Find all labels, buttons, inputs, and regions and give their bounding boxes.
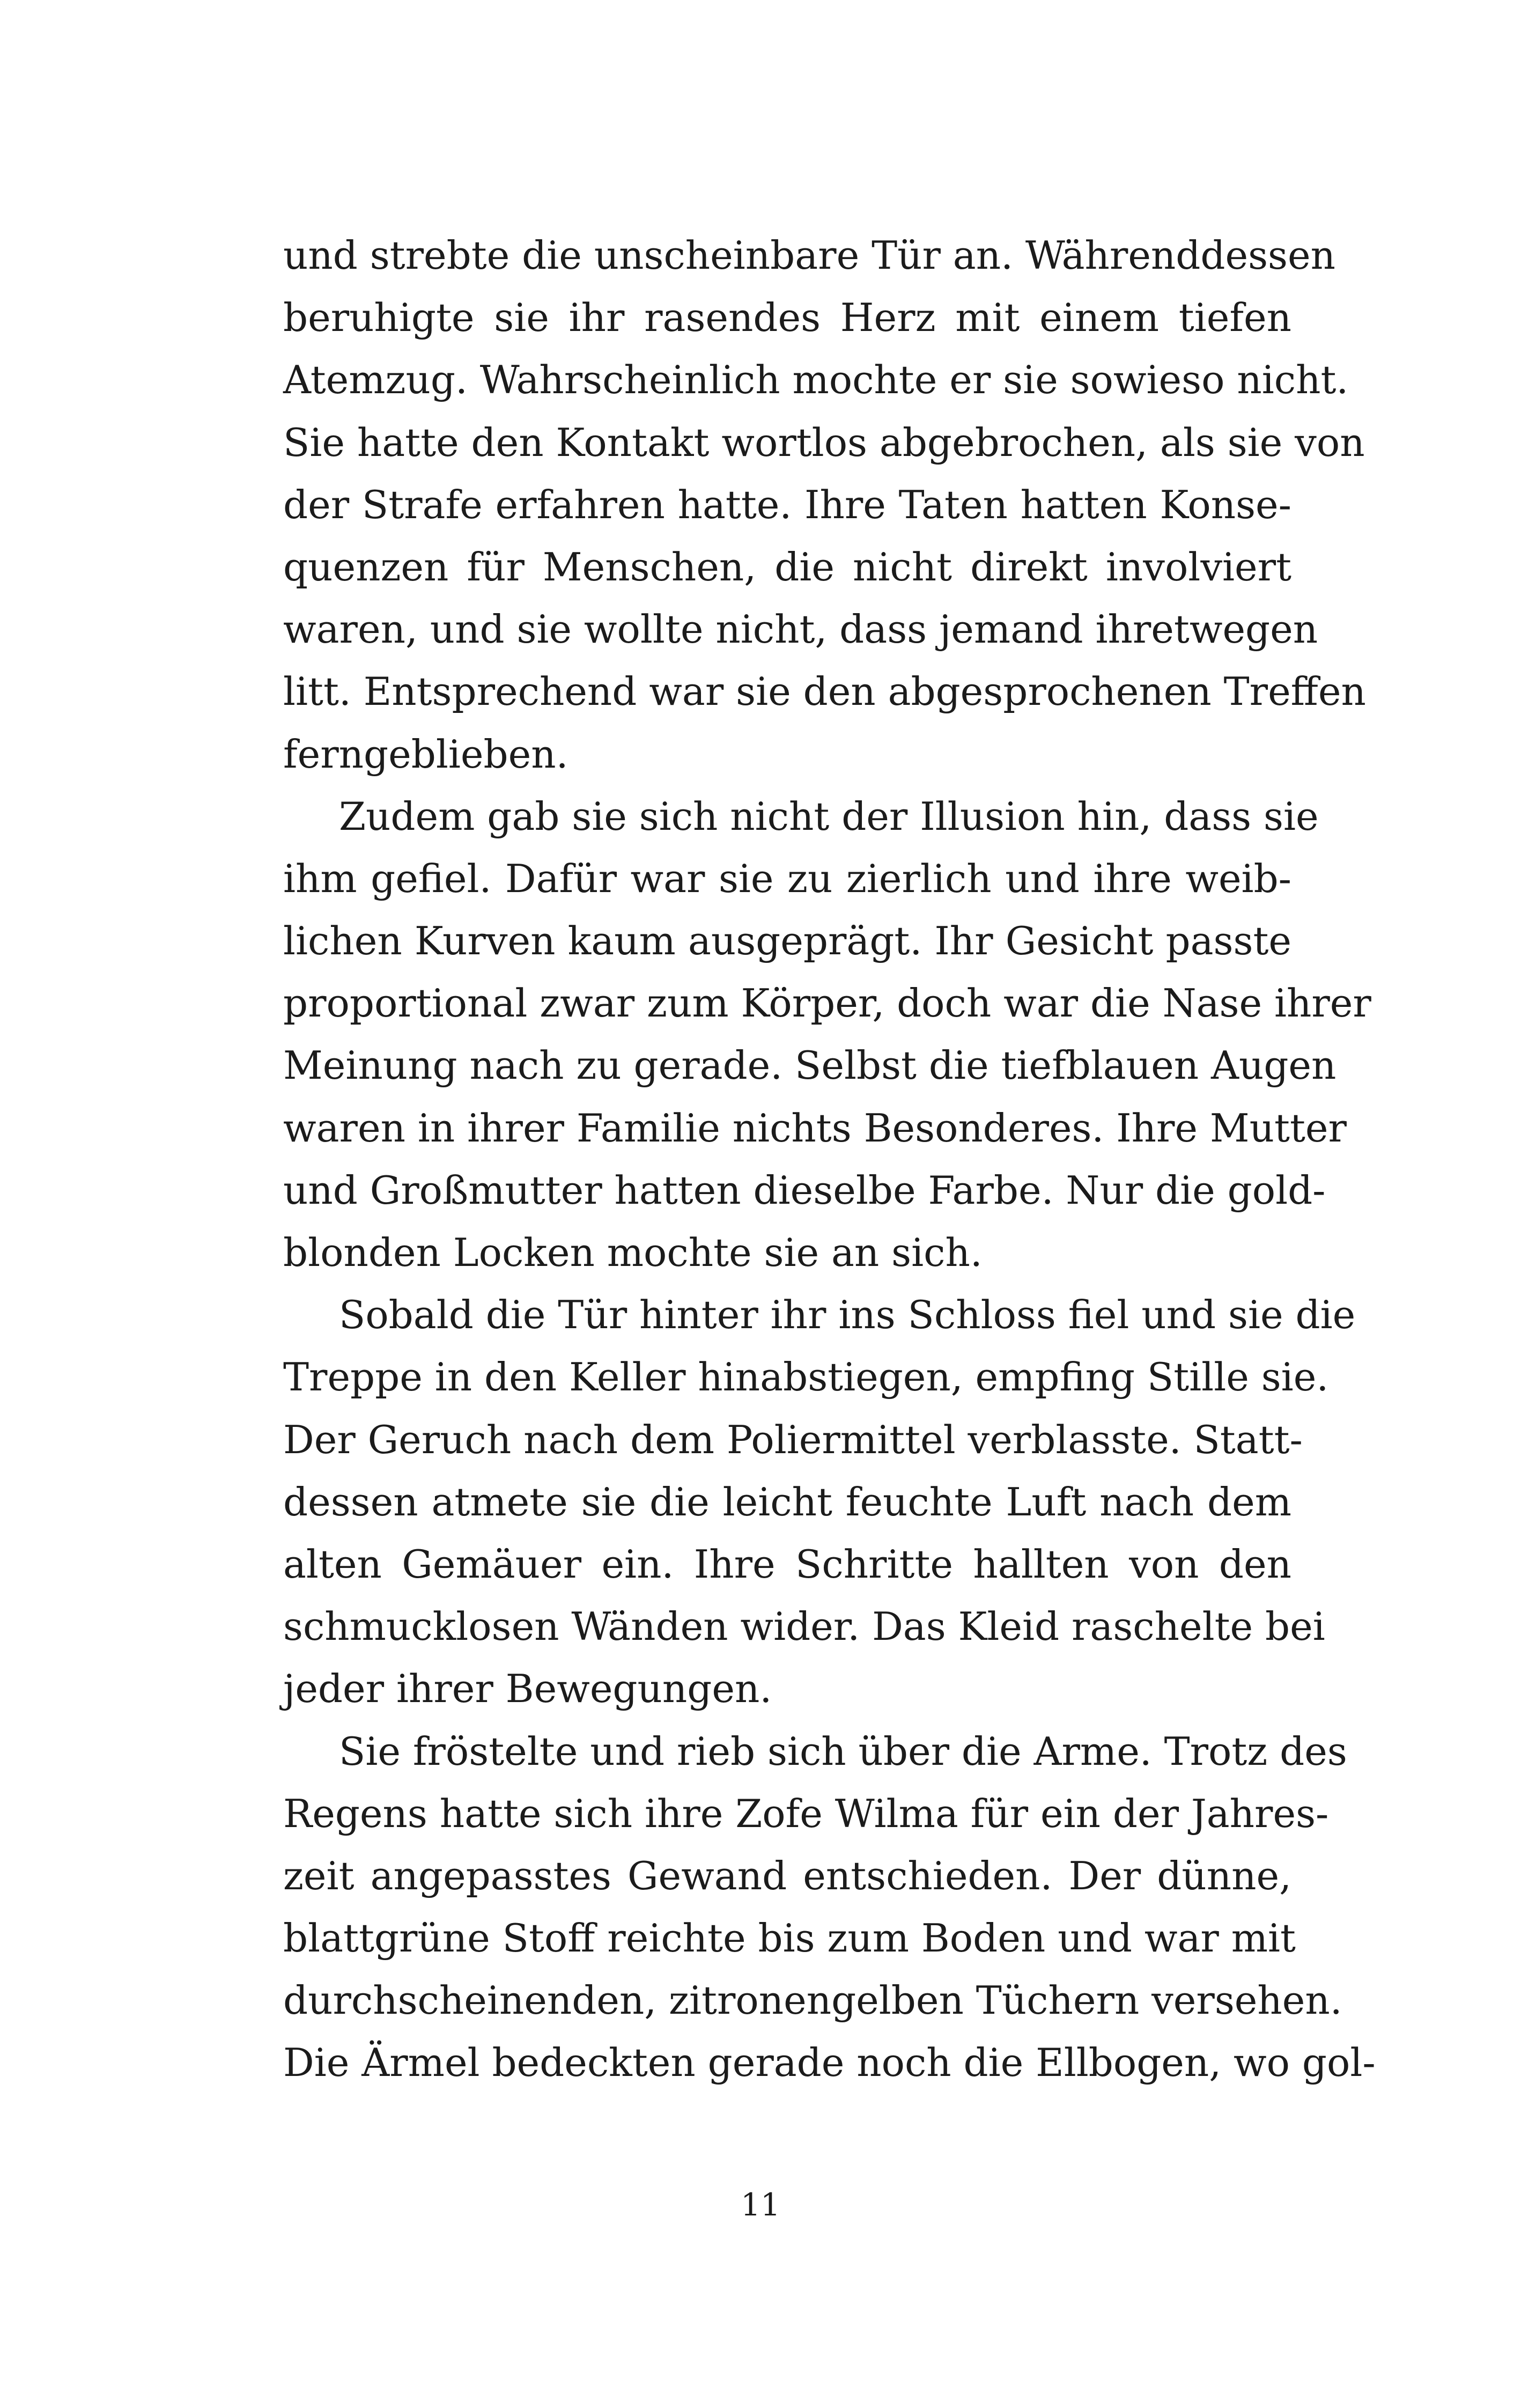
text-line: quenzen für Menschen, die nicht direkt involviert [283, 544, 1291, 590]
paragraph-end-line: jeder ihrer Bewegungen. [283, 1666, 772, 1712]
text-line: Treppe in den Keller hinabstiegen, empfing Stille sie. [283, 1354, 1329, 1400]
text-line: Sie hatte den Kontakt wortlos abgebrochen, als sie von [283, 419, 1365, 465]
text-line: waren in ihrer Familie nichts Besonderes. Ihre Mutter [283, 1105, 1347, 1151]
paragraph-end-line: blonden Locken mochte sie an sich. [283, 1230, 983, 1275]
text-line: waren, und sie wollte nicht, dass jemand ihretwegen [283, 607, 1318, 652]
text-line: Atemzug. Wahrscheinlich mochte er sie sowieso nicht. [283, 357, 1349, 403]
text-line: proportional zwar zum Körper, doch war die Nase ihrer [283, 981, 1371, 1026]
paragraph-start-line: Sie fröstelte und rieb sich über die Arme. Trotz des [339, 1728, 1347, 1774]
text-line: und Großmutter hatten dieselbe Farbe. Nur die gold- [283, 1167, 1326, 1213]
text-line: lichen Kurven kaum ausgeprägt. Ihr Gesicht passte [283, 918, 1291, 964]
text-line: Die Ärmel bedeckten gerade noch die Ellbogen, wo gol- [283, 2040, 1376, 2086]
paragraph-start-line: Sobald die Tür hinter ihr ins Schloss fiel und sie die [339, 1292, 1356, 1338]
text-line: Der Geruch nach dem Poliermittel verblasste. Statt- [283, 1417, 1303, 1462]
text-line: zeit angepasstes Gewand entschieden. Der dünne, [283, 1853, 1291, 1898]
text-line: schmucklosen Wänden wider. Das Kleid raschelte bei [283, 1604, 1325, 1649]
text-line: dessen atmete sie die leicht feuchte Luft nach dem [283, 1479, 1291, 1525]
text-line: beruhigte sie ihr rasendes Herz mit einem tiefen [283, 295, 1291, 341]
text-line: durchscheinenden, zitronengelben Tüchern versehen. [283, 1978, 1342, 2023]
text-line: der Strafe erfahren hatte. Ihre Taten hatten Konse- [283, 482, 1291, 527]
body-text [283, 224, 1376, 2094]
text-line: blattgrüne Stoff reichte bis zum Boden und war mit [283, 1916, 1296, 1961]
paragraph-end-line: ferngeblieben. [283, 731, 568, 777]
page-number: 11 [741, 2186, 780, 2223]
text-line: ihm gefiel. Dafür war sie zu zierlich und ihre weib- [283, 856, 1291, 901]
text-line: Regens hatte sich ihre Zofe Wilma für ein der Jahres- [283, 1791, 1329, 1836]
text-line: Meinung nach zu gerade. Selbst die tiefblauen Augen [283, 1043, 1337, 1088]
text-line: litt. Entsprechend war sie den abgesprochenen Treffen [283, 669, 1366, 715]
paragraph-start-line: Zudem gab sie sich nicht der Illusion hin, dass sie [339, 793, 1319, 839]
text-line: alten Gemäuer ein. Ihre Schritte hallten von den [283, 1541, 1291, 1587]
text-line: und strebte die unscheinbare Tür an. Währenddessen [283, 233, 1335, 278]
